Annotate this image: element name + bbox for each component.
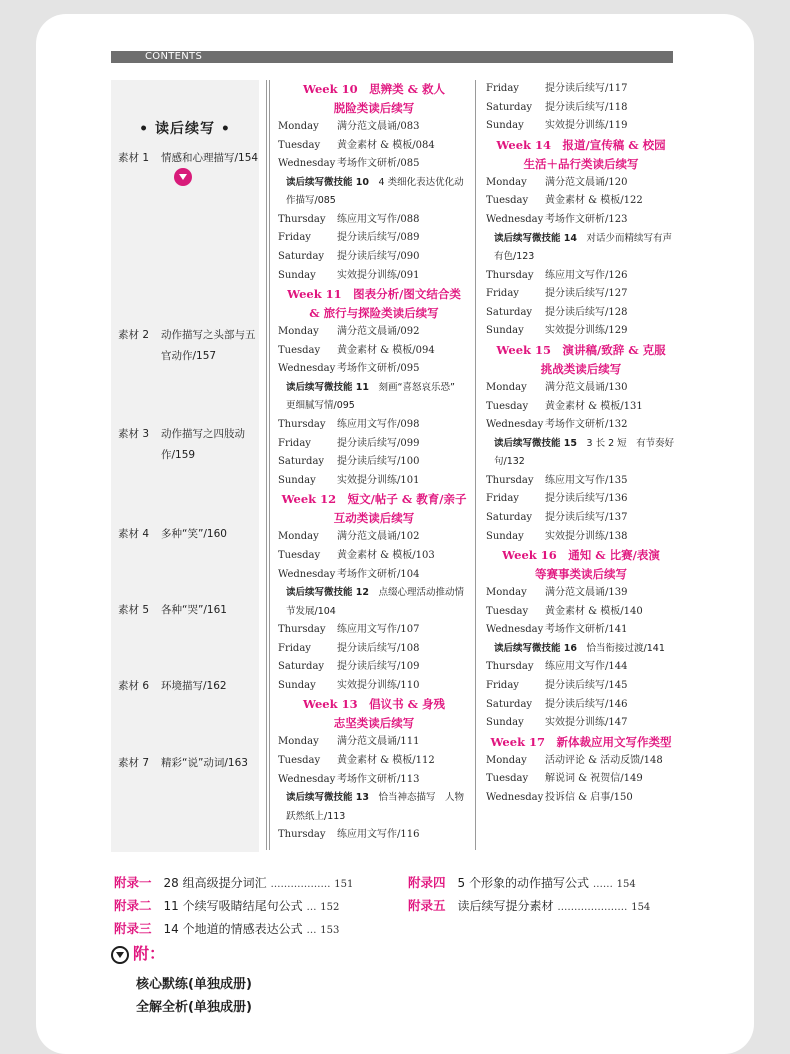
entry-day: Tuesday (278, 549, 321, 561)
appendix-label: 附录二 (114, 898, 152, 913)
toc-entry[interactable] (486, 714, 676, 733)
week-title[interactable] (278, 285, 470, 323)
skill-label: 读后续写微技能 11 (286, 381, 379, 393)
skill-text: 对话少而精续写有声有色/123 (494, 232, 673, 263)
week-title[interactable] (278, 80, 470, 118)
appendix-dots: … (306, 925, 317, 936)
toc-entry[interactable] (486, 174, 676, 193)
entry-day: Monday (278, 121, 319, 132)
material-title: 环境描写/162 (161, 680, 227, 692)
entry-text: 练应用文写作/126 (545, 269, 628, 281)
entry-text: 提分读后续写/118 (545, 101, 628, 113)
toc-entry[interactable] (278, 472, 470, 491)
week-title[interactable] (486, 136, 676, 174)
toc-entry[interactable] (278, 547, 470, 566)
entry-day: Wednesday (486, 791, 544, 803)
toc-entry[interactable] (486, 322, 676, 341)
entry-text: 练应用文写作/116 (337, 829, 420, 841)
entry-text: 投诉信 & 启事/150 (545, 791, 633, 803)
toc-entry[interactable] (278, 211, 470, 230)
entry-day: Wednesday (278, 773, 336, 785)
entry-text: 提分读后续写/089 (337, 232, 420, 244)
material-title: 各种“哭”/161 (161, 604, 227, 616)
entry-day: Saturday (486, 511, 533, 523)
skill-label: 读后续写微技能 16 (494, 642, 587, 654)
week-title-line: 志坚类读后续写 (333, 716, 415, 731)
skill-text: 刻画“喜怒哀乐恐” 更细腻写情/095 (286, 381, 465, 412)
entry-text: 满分范文晨诵/120 (545, 176, 628, 188)
entry-text: 满分范文晨诵/130 (545, 381, 628, 393)
appendix-item[interactable] (114, 895, 339, 919)
material-label: 素材 6 (118, 680, 150, 692)
toc-entry[interactable] (278, 453, 470, 472)
toc-entry[interactable] (486, 398, 676, 417)
entry-text: 考场作文研析/104 (337, 568, 420, 580)
toc-entry[interactable] (278, 342, 470, 361)
entry-text: 活动评论 & 活动反馈/148 (545, 754, 663, 766)
entry-day: Monday (486, 587, 527, 599)
entry-day: Tuesday (486, 400, 529, 412)
skill-label: 读后续写微技能 12 (286, 587, 379, 599)
entry-text: 满分范文晨诵/102 (337, 531, 420, 543)
toc-entry[interactable] (278, 621, 470, 640)
entry-day: Tuesday (486, 773, 529, 785)
appendix-item[interactable] (408, 895, 650, 919)
toc-entry[interactable] (486, 584, 676, 603)
material-label: 素材 5 (118, 604, 150, 616)
appendix-label: 附录一 (114, 875, 152, 890)
entry-day: Thursday (486, 474, 534, 486)
toc-entry[interactable] (486, 192, 676, 211)
entry-day: Tuesday (278, 344, 321, 356)
column-divider (269, 80, 270, 850)
entry-day: Friday (486, 288, 519, 300)
material-label: 素材 2 (118, 329, 150, 341)
toc-entry[interactable] (486, 789, 676, 808)
entry-day: Sunday (486, 325, 524, 337)
skill-label: 读后续写微技能 15 (494, 437, 587, 449)
entry-text: 考场作文研析/141 (545, 624, 628, 636)
entry-text: 提分读后续写/127 (545, 288, 628, 300)
entry-text: 考场作文研析/095 (337, 363, 420, 375)
week-title-line: 互动类读后续写 (333, 511, 415, 526)
toc-entry[interactable] (278, 323, 470, 342)
entry-text: 提分读后续写/108 (337, 642, 420, 654)
appendix-dots: ……………… (270, 879, 331, 890)
toc-entry[interactable] (486, 379, 676, 398)
entry-day: Tuesday (486, 605, 529, 617)
entry-text: 提分读后续写/109 (337, 661, 420, 673)
entry-day: Thursday (486, 661, 534, 673)
entry-text: 提分读后续写/137 (545, 511, 628, 523)
appendix-page: 153 (320, 925, 340, 936)
appendix-item[interactable] (408, 872, 636, 896)
entry-text: 实效提分训练/101 (337, 474, 420, 486)
entry-text: 黄金素材 & 模板/103 (337, 549, 435, 561)
entry-text: 提分读后续写/146 (545, 698, 628, 710)
entry-text: 黄金素材 & 模板/122 (545, 195, 643, 207)
entry-text: 满分范文晨诵/092 (337, 326, 420, 338)
entry-text: 黄金素材 & 模板/084 (337, 139, 435, 151)
material-label: 素材 4 (118, 528, 150, 540)
fu-item[interactable]: 核心默练(单独成册) (136, 977, 252, 992)
skill-entry[interactable] (486, 435, 676, 472)
appendix-page: 154 (616, 879, 636, 890)
entry-day: Tuesday (486, 195, 529, 207)
fu-label: 附： (133, 944, 166, 963)
material-label: 素材 3 (118, 428, 150, 440)
appendix-title: 5 个形象的动作描写公式 (457, 876, 589, 890)
entry-text: 练应用文写作/088 (337, 213, 420, 225)
chevron-down-icon (174, 168, 192, 186)
skill-label: 读后续写微技能 10 (286, 176, 379, 188)
appendix-title: 11 个续写吸睛结尾句公式 (163, 899, 303, 913)
skill-text: 恰当衔接过渡/141 (586, 642, 665, 654)
entry-text: 考场作文研析/113 (337, 773, 420, 785)
contents-header-label: CONTENTS (145, 51, 203, 62)
material-title: 动作描写之头部与五官动作/157 (161, 329, 256, 362)
week-title-line: 脱险类读后续写 (333, 101, 415, 115)
entry-day: Wednesday (278, 363, 336, 375)
fu-item[interactable]: 全解全析(单独成册) (136, 1000, 252, 1015)
skill-entry[interactable] (486, 230, 676, 267)
appendix-dots: …… (592, 879, 613, 890)
toc-entry[interactable] (278, 677, 470, 696)
appendix-dots: … (306, 902, 317, 913)
entry-day: Thursday (486, 269, 534, 281)
toc-entry[interactable] (486, 304, 676, 323)
entry-day: Sunday (278, 269, 316, 281)
entry-day: Monday (486, 381, 527, 393)
entry-text: 黄金素材 & 模板/112 (337, 755, 435, 767)
toc-entry[interactable] (486, 285, 676, 304)
toc-entry[interactable] (486, 117, 676, 136)
skill-entry[interactable] (486, 640, 676, 659)
appendix-label: 附录五 (408, 898, 446, 913)
entry-text: 实效提分训练/110 (337, 679, 420, 691)
toc-entry[interactable] (486, 211, 676, 230)
week-title-line: Week 14 报道/宣传稿 & 校园 (496, 137, 666, 152)
entry-text: 练应用文写作/144 (545, 661, 628, 673)
entry-day: Wednesday (278, 568, 336, 580)
entry-text: 提分读后续写/090 (337, 250, 420, 262)
entry-day: Saturday (486, 698, 533, 710)
appendix-title: 读后续写提分素材 (457, 899, 554, 913)
toc-entry[interactable] (278, 229, 470, 248)
section-title: • 读后续写 • (139, 121, 231, 137)
toc-entry[interactable] (486, 509, 676, 528)
material-title: 动作描写之四肢动作/159 (161, 428, 245, 461)
entry-day: Saturday (486, 101, 533, 113)
entry-day: Thursday (278, 213, 326, 225)
entry-text: 提分读后续写/145 (545, 679, 628, 691)
toc-entry[interactable] (486, 658, 676, 677)
entry-day: Wednesday (486, 213, 544, 225)
entry-text: 提分读后续写/100 (337, 456, 420, 468)
skill-label: 读后续写微技能 13 (286, 792, 379, 804)
entry-day: Thursday (278, 418, 326, 430)
toc-entry[interactable] (278, 658, 470, 677)
material-label: 素材 7 (118, 757, 150, 769)
entry-day: Sunday (278, 679, 316, 691)
entry-day: Friday (278, 642, 311, 654)
toc-column-1 (278, 80, 470, 845)
appendix-title: 14 个地道的情感表达公式 (163, 922, 303, 936)
appendix-item[interactable] (114, 918, 339, 942)
week-title[interactable] (486, 341, 676, 379)
toc-entry[interactable] (486, 621, 676, 640)
toc-entry[interactable] (278, 640, 470, 659)
entry-text: 解说词 & 祝贺信/149 (545, 773, 643, 785)
week-title[interactable] (486, 733, 676, 752)
entry-text: 练应用文写作/098 (337, 418, 420, 430)
skill-entry[interactable] (278, 379, 470, 416)
skill-text: 恰当神态描写 人物跃然纸上/113 (286, 792, 465, 822)
toc-entry[interactable] (278, 826, 470, 845)
entry-text: 实效提分训练/091 (337, 269, 420, 281)
toc-entry[interactable] (278, 733, 470, 752)
toc-entry[interactable] (486, 770, 676, 789)
toc-entry[interactable] (278, 752, 470, 771)
contents-header-bar (111, 51, 673, 63)
toc-entry[interactable] (278, 528, 470, 547)
toc-entry[interactable] (486, 528, 676, 547)
toc-entry[interactable] (486, 696, 676, 715)
skill-entry[interactable] (278, 789, 470, 826)
toc-entry[interactable] (486, 267, 676, 286)
entry-day: Monday (278, 326, 319, 338)
material-title: 多种“笑”/160 (161, 528, 227, 540)
entry-day: Monday (486, 754, 527, 766)
toc-entry[interactable] (278, 360, 470, 379)
toc-entry[interactable] (278, 118, 470, 137)
toc-entry[interactable] (278, 155, 470, 174)
skill-text: 点缀心理活动推动情节发展/104 (286, 587, 465, 617)
entry-text: 黄金素材 & 模板/140 (545, 605, 643, 617)
column-divider (266, 80, 267, 850)
entry-day: Saturday (278, 250, 325, 262)
week-title[interactable] (278, 695, 470, 733)
toc-entry[interactable] (278, 416, 470, 435)
entry-text: 提分读后续写/117 (545, 83, 628, 94)
entry-text: 练应用文写作/107 (337, 624, 420, 636)
entry-day: Sunday (486, 717, 524, 729)
appendix-item[interactable] (114, 872, 353, 896)
toc-entry[interactable] (486, 99, 676, 118)
chevron-down-icon (111, 946, 129, 964)
entry-day: Saturday (486, 306, 533, 318)
entry-text: 满分范文晨诵/083 (337, 121, 420, 132)
entry-day: Monday (278, 736, 319, 748)
appendix-page: 151 (334, 879, 354, 890)
week-title-line: Week 16 通知 & 比赛/表演 (502, 548, 660, 563)
toc-column-2 (486, 80, 676, 808)
entry-day: Wednesday (278, 158, 336, 170)
column-divider (475, 80, 476, 850)
entry-text: 满分范文晨诵/139 (545, 587, 628, 599)
material-label: 素材 1 (118, 152, 150, 164)
toc-entry[interactable] (486, 490, 676, 509)
week-title-line: Week 11 图表分析/图文结合类 (287, 287, 461, 302)
entry-day: Friday (278, 232, 311, 244)
entry-day: Tuesday (278, 755, 321, 767)
entry-day: Friday (486, 493, 519, 505)
entry-day: Monday (278, 531, 319, 543)
entry-day: Friday (278, 437, 311, 449)
appendix-page: 152 (320, 902, 340, 913)
toc-entry[interactable] (486, 752, 676, 771)
week-title[interactable] (486, 546, 676, 584)
entry-text: 提分读后续写/136 (545, 493, 628, 505)
appendix-title: 28 组高级提分词汇 (163, 876, 267, 890)
entry-text: 提分读后续写/128 (545, 306, 628, 318)
entry-day: Sunday (486, 530, 524, 542)
toc-entry[interactable] (486, 603, 676, 622)
week-title-line: Week 15 演讲稿/致辞 & 克服 (496, 342, 666, 357)
toc-entry[interactable] (486, 80, 676, 99)
toc-entry[interactable] (278, 771, 470, 790)
skill-label: 读后续写微技能 14 (494, 232, 587, 244)
entry-day: Wednesday (486, 419, 544, 431)
toc-entry[interactable] (278, 435, 470, 454)
material-title: 情感和心理描写/154 (161, 152, 259, 164)
week-title-line: & 旅行与探险类读后续写 (309, 306, 439, 321)
entry-text: 实效提分训练/129 (545, 325, 628, 337)
material-title: 精彩“说”动词/163 (161, 757, 248, 769)
entry-text: 实效提分训练/138 (545, 530, 628, 542)
entry-day: Sunday (486, 120, 524, 132)
toc-entry[interactable] (486, 472, 676, 491)
entry-day: Thursday (278, 829, 326, 841)
week-title-line: Week 17 新体裁应用文写作类型 (490, 734, 672, 749)
entry-day: Monday (486, 176, 527, 188)
week-title-line: 等赛事类读后续写 (535, 567, 627, 582)
entry-text: 实效提分训练/147 (545, 717, 628, 729)
week-title-line: Week 12 短文/帖子 & 教育/亲子 (281, 492, 467, 507)
week-title-line: Week 13 倡议书 & 身残 (303, 697, 445, 712)
week-title[interactable] (278, 490, 470, 528)
skill-entry[interactable] (278, 174, 470, 211)
toc-entry[interactable] (278, 267, 470, 286)
entry-text: 考场作文研析/123 (545, 213, 628, 225)
appendix-page: 154 (631, 902, 651, 913)
entry-day: Friday (486, 83, 519, 94)
entry-text: 练应用文写作/135 (545, 474, 628, 486)
toc-entry[interactable] (278, 248, 470, 267)
entry-text: 满分范文晨诵/111 (337, 736, 420, 748)
week-title-line: Week 10 思辨类 & 救人 (303, 82, 445, 96)
entry-day: Tuesday (278, 139, 321, 151)
appendix-label: 附录四 (408, 875, 446, 890)
toc-entry[interactable] (486, 416, 676, 435)
appendix-dots: ………………… (557, 902, 628, 913)
week-title-line: 生活＋品行类读后续写 (523, 156, 639, 171)
skill-entry[interactable] (278, 584, 470, 621)
entry-text: 考场作文研析/132 (545, 419, 628, 431)
entry-text: 提分读后续写/099 (337, 437, 420, 449)
entry-day: Saturday (278, 456, 325, 468)
left-panel (111, 80, 259, 852)
skill-text: 3 长 2 短 有节奏好句/132 (494, 437, 675, 468)
entry-text: 实效提分训练/119 (545, 120, 628, 132)
entry-day: Wednesday (486, 624, 544, 636)
week-title-line: 挑战类读后续写 (540, 361, 622, 376)
entry-text: 黄金素材 & 模板/131 (545, 400, 643, 412)
entry-text: 黄金素材 & 模板/094 (337, 344, 435, 356)
appendix-label: 附录三 (114, 921, 152, 936)
entry-day: Friday (486, 679, 519, 691)
skill-text: 4 类细化表达优化动作描写/085 (286, 176, 464, 207)
entry-day: Saturday (278, 661, 325, 673)
entry-text: 考场作文研析/085 (337, 158, 420, 170)
entry-day: Thursday (278, 624, 326, 636)
toc-entry[interactable] (486, 677, 676, 696)
entry-day: Sunday (278, 474, 316, 486)
toc-entry[interactable] (278, 566, 470, 585)
toc-entry[interactable] (278, 137, 470, 156)
